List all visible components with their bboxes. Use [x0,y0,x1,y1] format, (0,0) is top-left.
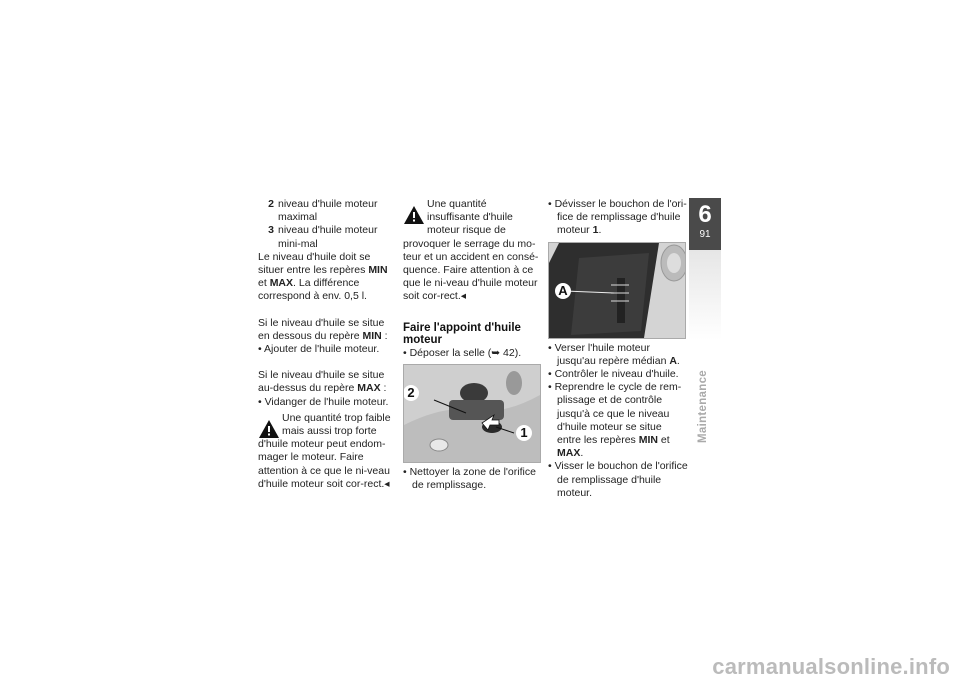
warning-triangle-icon [259,420,279,438]
watermark: carmanualsonline.info [712,653,950,679]
drain-oil-bullet: • Vidanger de l'huile moteur. [258,395,389,408]
below-min-text: Si le niveau d'huile se situe en dessous du repère MIN : [258,316,388,342]
unscrew-cap-bullet: • Dévisser le bouchon de l'ori-fice de remplissage d'huile moteur 1. [548,198,687,237]
warning-text-first: Une quantité insuffisante d'huile moteur risque de [427,198,513,237]
legend-text: niveau d'huile moteur mini-mal [278,224,378,250]
screw-cap-bullet: • Visser le bouchon de l'orifice de remplissage d'huile moteur. [548,460,688,499]
page-number: 91 [699,229,711,240]
column-1 [258,198,396,491]
chapter-tab [689,198,721,250]
warning-text-first: Une quantité trop faible mais aussi trop forte [282,411,391,438]
remove-seat-bullet: • Déposer la selle (➥ 42). [403,346,522,359]
legend-number: 3 [268,224,274,237]
add-oil-bullet: • Ajouter de l'huile moteur. [258,343,380,356]
engine-illustration [404,365,540,462]
repeat-cycle-bullet: • Reprendre le cycle de rem-plissage et de contrôle jusqu'à ce que le niveau d'huile moteur se situe entre les repères MIN et MAX. [548,381,682,460]
oil-filler-photo [403,364,541,463]
page-reference-arrow-icon: ➥ [491,346,501,359]
legend-number: 2 [268,198,274,210]
warning-text-rest: provoquer le serrage du mo-teur et un accident en consé-quence. Faire attention à ce que le ni-veau d'huile moteur soit cor-rect.◂ [403,237,539,303]
warning-block [258,412,396,491]
above-max-text: Si le niveau d'huile se situe au-dessus du repère MAX : [258,369,387,395]
legend-item-3 [258,224,396,250]
warning-text-rest: d'huile moteur peut endom-mager le moteur. Faire attention à ce que le ni-veau d'huile moteur soit cor-rect.◂ [258,438,390,490]
check-level-bullet: • Contrôler le niveau d'huile. [548,368,679,381]
legend-item-2 [258,198,396,224]
oil-level-range-text: Le niveau d'huile doit se situer entre les repères MIN et MAX. La différence correspond à env. 0,5 l. [258,250,388,303]
section-heading: Faire l'appoint d'huile moteur [403,321,521,347]
column-2 [403,198,541,492]
pour-oil-bullet: • Verser l'huile moteur jusqu'au repère médian A. [548,341,680,367]
section-label: Maintenance [697,370,709,443]
oil-sight-glass-photo [548,242,686,339]
chapter-number: 6 [698,201,712,228]
chapter-tab-gradient [689,250,721,340]
warning-triangle-icon [404,206,424,224]
clean-area-bullet: • Nettoyer la zone de l'orifice de remplissage. [403,465,536,492]
callout-a: A [555,283,571,299]
callout-2: 2 [403,385,419,401]
warning-block [403,198,541,304]
column-3 [548,198,688,500]
legend-text: niveau d'huile moteur maximal [278,198,378,224]
callout-1: 1 [516,425,532,441]
